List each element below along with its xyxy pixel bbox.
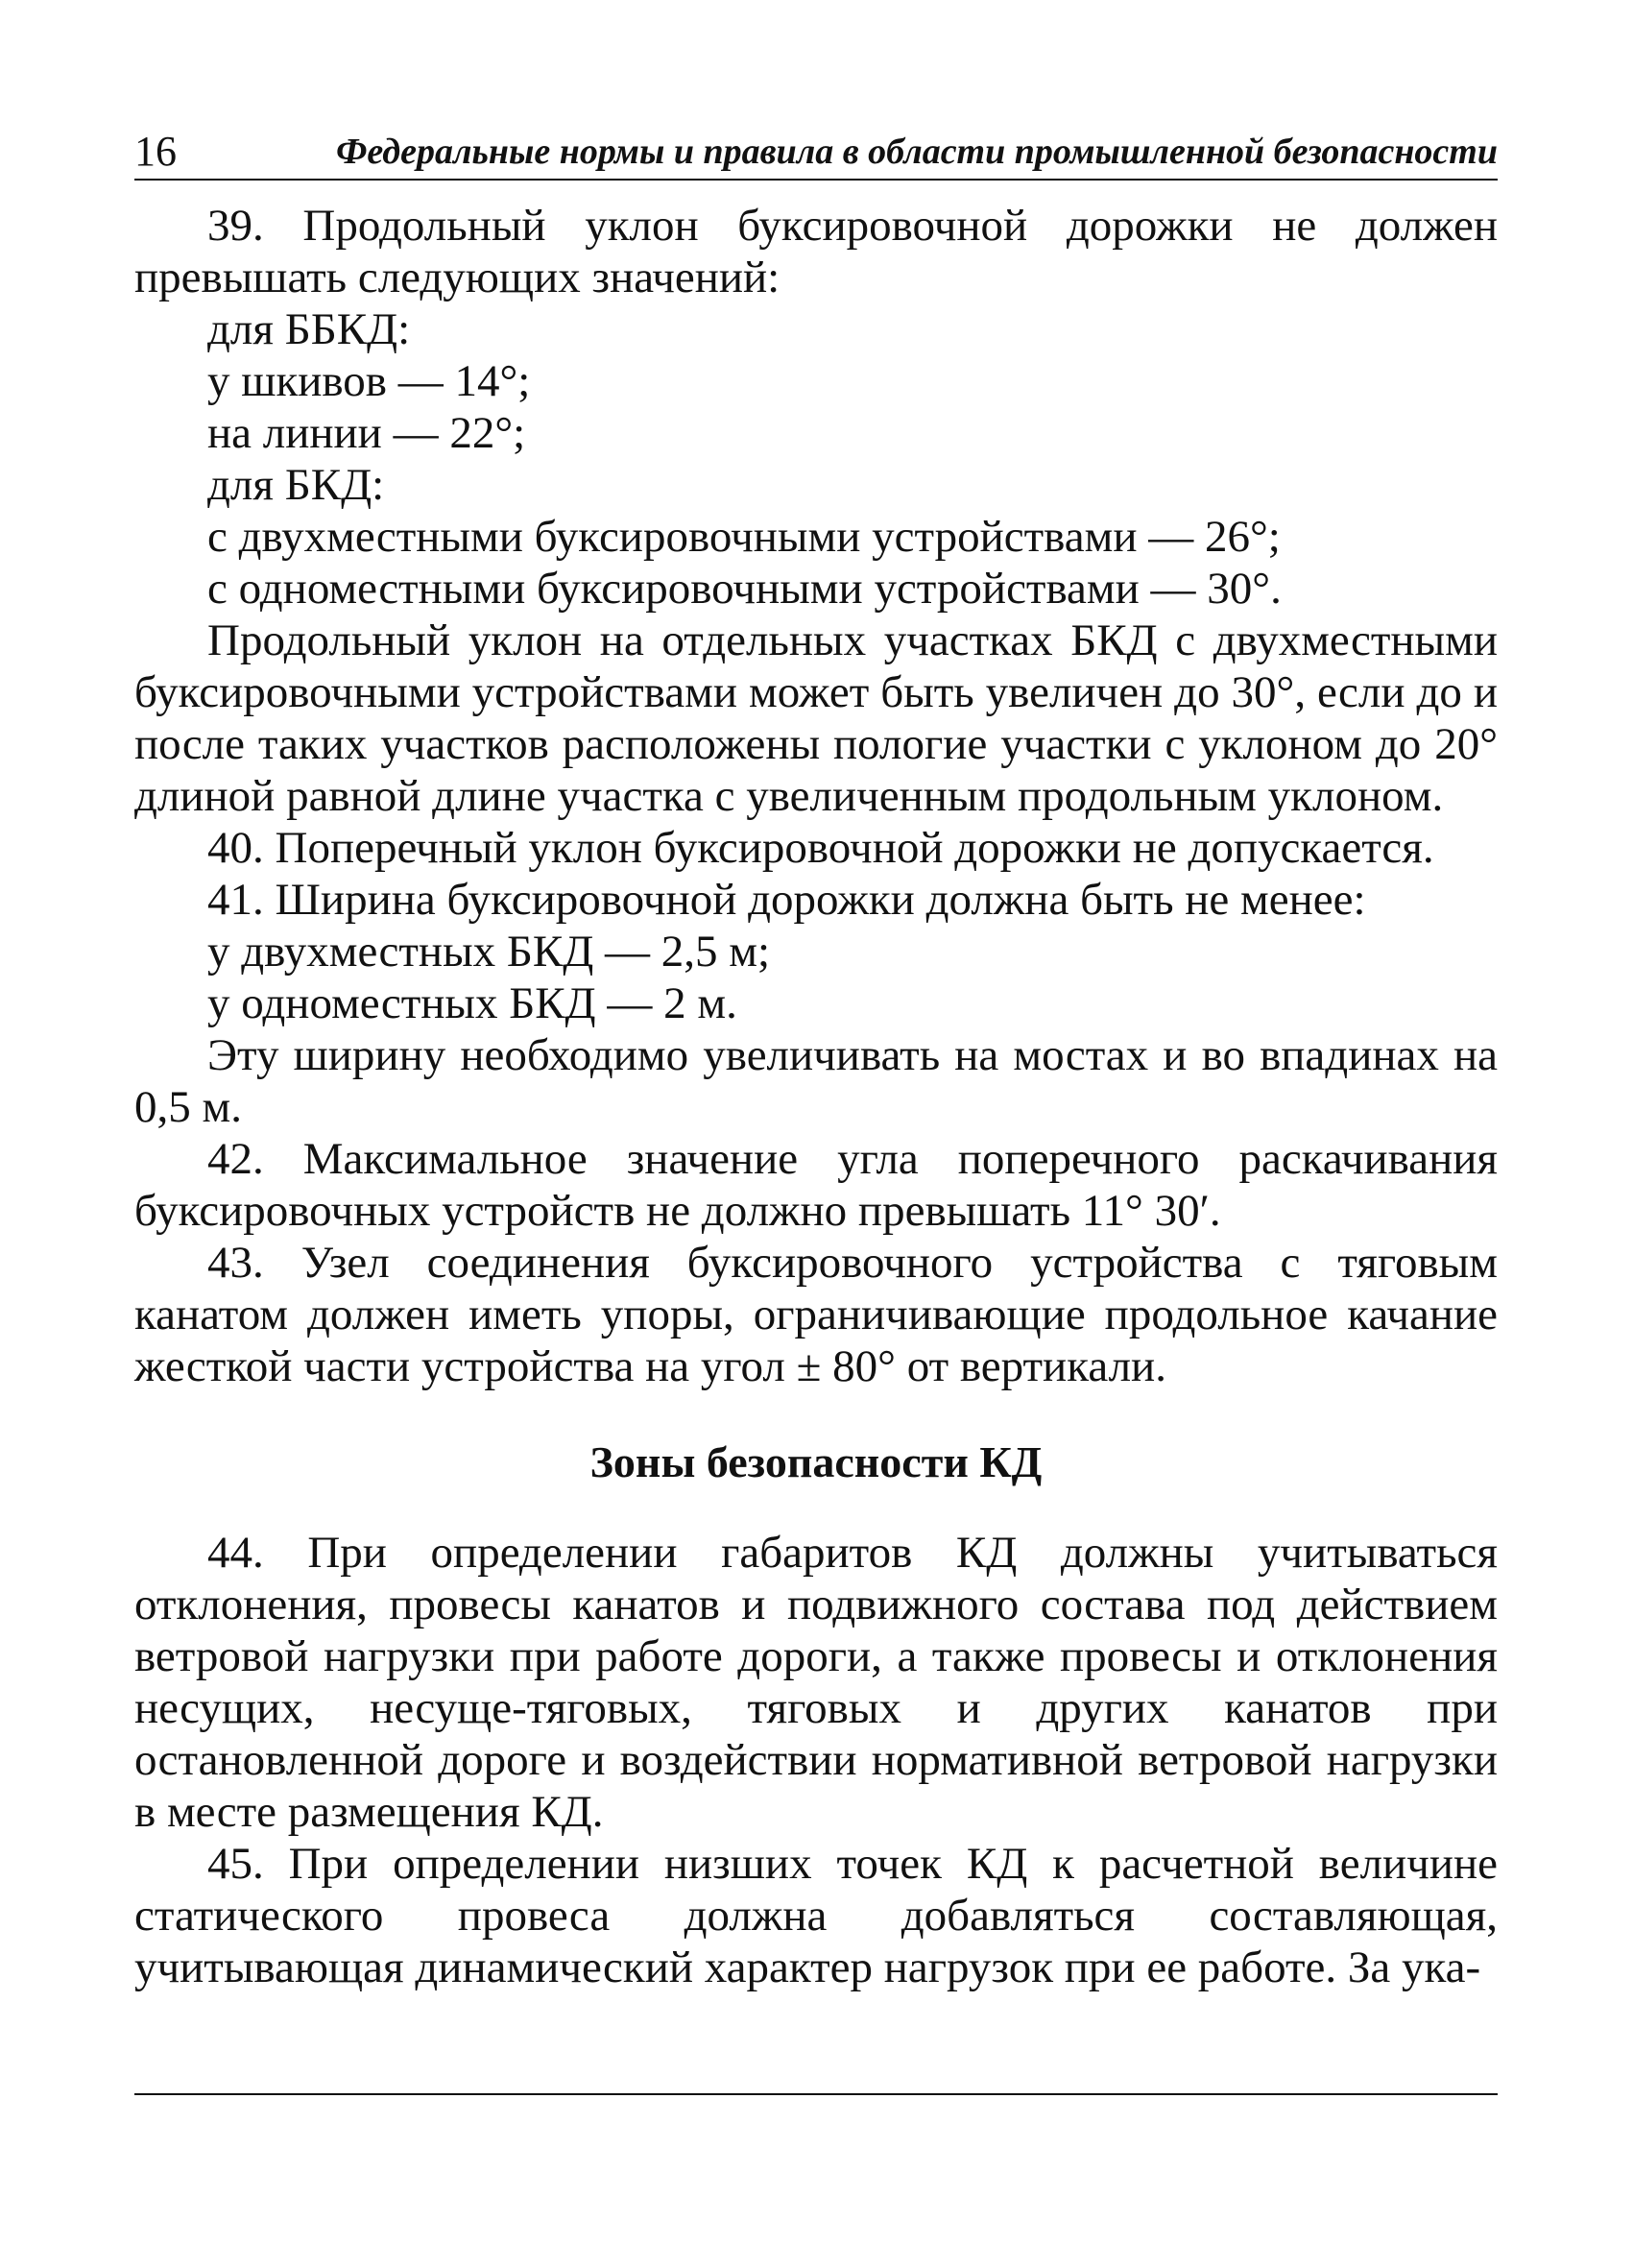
paragraph-44: 44. При определении габаритов КД должны учитываться отклонения, провесы канатов и подвижного состава под действием ветровой нагрузки при работе дороги, а также провесы и отклонения несущих, несуще-тяговых, тяговых и других канатов при остановленной дороге и воздействии нормативной ветровой нагрузки в месте размещения КД. (134, 1528, 1498, 1837)
list-item: с двухместными буксировочными устройствами — 26°; (207, 512, 1281, 562)
paragraph-39: 39. Продольный уклон буксировочной дорожки не должен превышать следующих значений: (134, 201, 1498, 302)
page-header (134, 123, 1498, 181)
list-item: у шкивов — 14°; (207, 356, 531, 406)
list-item: у одноместных БКД — 2 м. (207, 978, 737, 1028)
paragraph-42: 42. Максимальное значение угла поперечного раскачивания буксировочных устройств не должно превышать 11° 30′. (134, 1134, 1498, 1236)
list-item: для БКД: (207, 460, 385, 510)
paragraph-45: 45. При определении низших точек КД к расчетной величине статического провеса должна добавляться составляющая, учитывающая динамический характер нагрузок при ее работе. За ука- (134, 1839, 1498, 1992)
page-number: 16 (134, 128, 177, 175)
section-heading: Зоны безопасности КД (589, 1437, 1043, 1486)
paragraph-40: 40. Поперечный уклон буксировочной дорожки не допускается. (207, 823, 1434, 873)
list-item: у двухместных БКД — 2,5 м; (207, 927, 771, 977)
list-item: на линии — 22°; (207, 408, 526, 458)
list-item: с одноместными буксировочными устройствами — 30°. (207, 564, 1282, 614)
footnote-rule (134, 2093, 1498, 2095)
paragraph-41-continued: Эту ширину необходимо увеличивать на мостах и во впадинах на 0,5 м. (134, 1030, 1498, 1132)
running-title: Федеральные нормы и правила в области промышленной безопасности (336, 132, 1498, 172)
page-body (134, 200, 1498, 1993)
list-item: для ББКД: (207, 304, 411, 354)
paragraph-41: 41. Ширина буксировочной дорожки должна быть не менее: (207, 875, 1366, 925)
paragraph-39-continued: Продольный уклон на отдельных участках БКД с двухместными буксировочными устройствами может быть увеличен до 30°, если до и после таких участков расположены пологие участки с уклоном до 20° длиной равной длине участка с увеличенным продольным уклоном. (134, 615, 1498, 821)
paragraph-43: 43. Узел соединения буксировочного устройства с тяговым канатом должен иметь упоры, ограничивающие продольное качание жесткой части устройства на угол ± 80° от вертикали. (134, 1238, 1498, 1391)
